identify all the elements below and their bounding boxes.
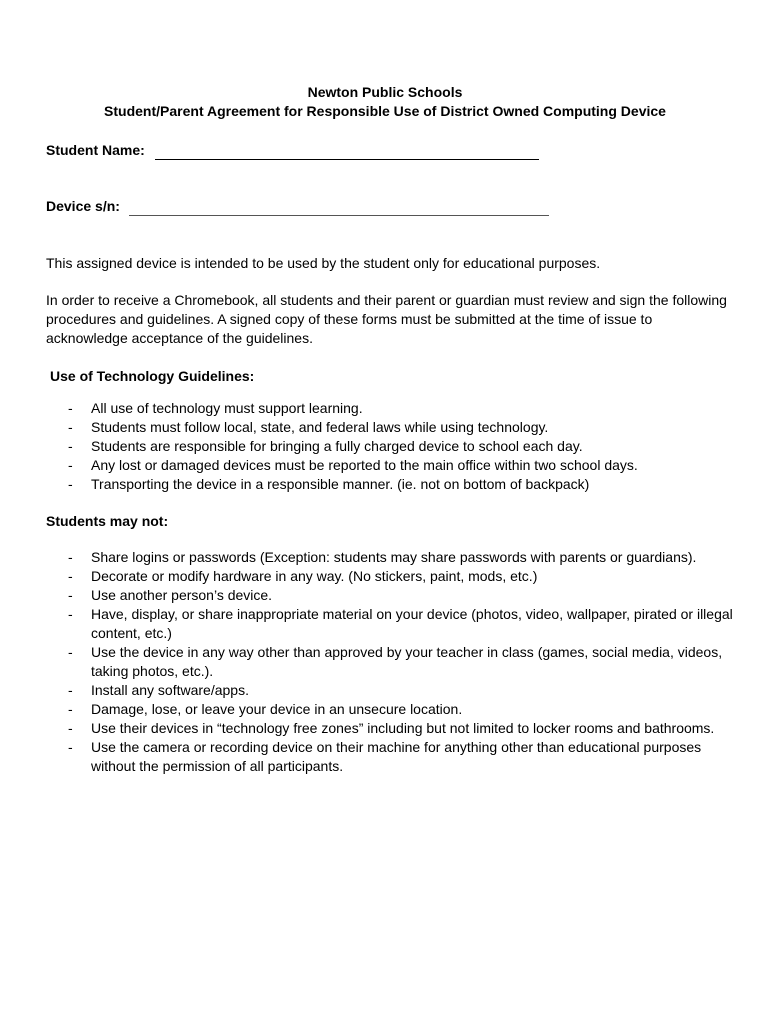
intro-paragraph: This assigned device is intended to be used by the student only for educational purposes.: [46, 255, 601, 271]
student-name-label: Student Name:: [46, 142, 145, 158]
list-item: - Use the device in any way other than approved by your teacher in class (games, social media, videos, taking photos, etc.).: [68, 644, 723, 679]
list-item: - Use another person’s device.: [68, 587, 273, 603]
device-sn-line[interactable]: [129, 199, 549, 216]
list-item: - Use the camera or recording device on their machine for anything other than educational purposes without the permission of all participants.: [68, 739, 702, 774]
dash-bullet: -: [68, 438, 73, 454]
dash-bullet: -: [68, 720, 73, 736]
dash-bullet: -: [68, 701, 73, 717]
dash-bullet: -: [68, 568, 73, 584]
list-item: - Install any software/apps.: [68, 682, 249, 698]
dash-bullet: -: [68, 606, 73, 622]
student-name-line[interactable]: [155, 143, 539, 160]
school-name: Newton Public Schools: [307, 84, 463, 100]
may-not-heading: Students may not:: [46, 513, 169, 529]
list-item: - Share logins or passwords (Exception: students may share passwords with parents or guardians).: [68, 549, 697, 565]
list-item: - Students are responsible for bringing a fully charged device to school each day.: [68, 438, 583, 454]
dash-bullet: -: [68, 682, 73, 698]
list-item: - All use of technology must support learning.: [68, 400, 363, 416]
guidelines-list: [46, 399, 736, 494]
list-item: - Students must follow local, state, and federal laws while using technology.: [68, 419, 549, 435]
list-item: - Transporting the device in a responsible manner. (ie. not on bottom of backpack): [68, 476, 590, 492]
requirement-paragraph: In order to receive a Chromebook, all students and their parent or guardian must review and sign the following procedures and guidelines. A signed copy of these forms must be submitted at the time of issue to acknowledge acceptance of the guidelines.: [46, 292, 727, 346]
list-item: - Use their devices in “technology free zones” including but not limited to locker rooms and bathrooms.: [68, 720, 715, 736]
guidelines-heading: Use of Technology Guidelines:: [50, 368, 255, 384]
list-item: - Any lost or damaged devices must be reported to the main office within two school days.: [68, 457, 638, 473]
dash-bullet: -: [68, 400, 73, 416]
list-item: - Damage, lose, or leave your device in an unsecure location.: [68, 701, 463, 717]
student-name-field: [46, 141, 539, 160]
dash-bullet: -: [68, 587, 73, 603]
device-sn-field: [46, 197, 549, 216]
dash-bullet: -: [68, 739, 73, 755]
dash-bullet: -: [68, 549, 73, 565]
dash-bullet: -: [68, 457, 73, 473]
list-item: - Decorate or modify hardware in any way. (No stickers, paint, mods, etc.): [68, 568, 538, 584]
may-not-list: [46, 548, 736, 776]
list-item: - Have, display, or share inappropriate material on your device (photos, video, wallpaper, pirated or illegal content, etc.): [68, 606, 733, 641]
device-sn-label: Device s/n:: [46, 198, 120, 214]
dash-bullet: -: [68, 644, 73, 660]
dash-bullet: -: [68, 419, 73, 435]
document-title: Student/Parent Agreement for Responsible Use of District Owned Computing Device: [104, 103, 666, 119]
dash-bullet: -: [68, 476, 73, 492]
